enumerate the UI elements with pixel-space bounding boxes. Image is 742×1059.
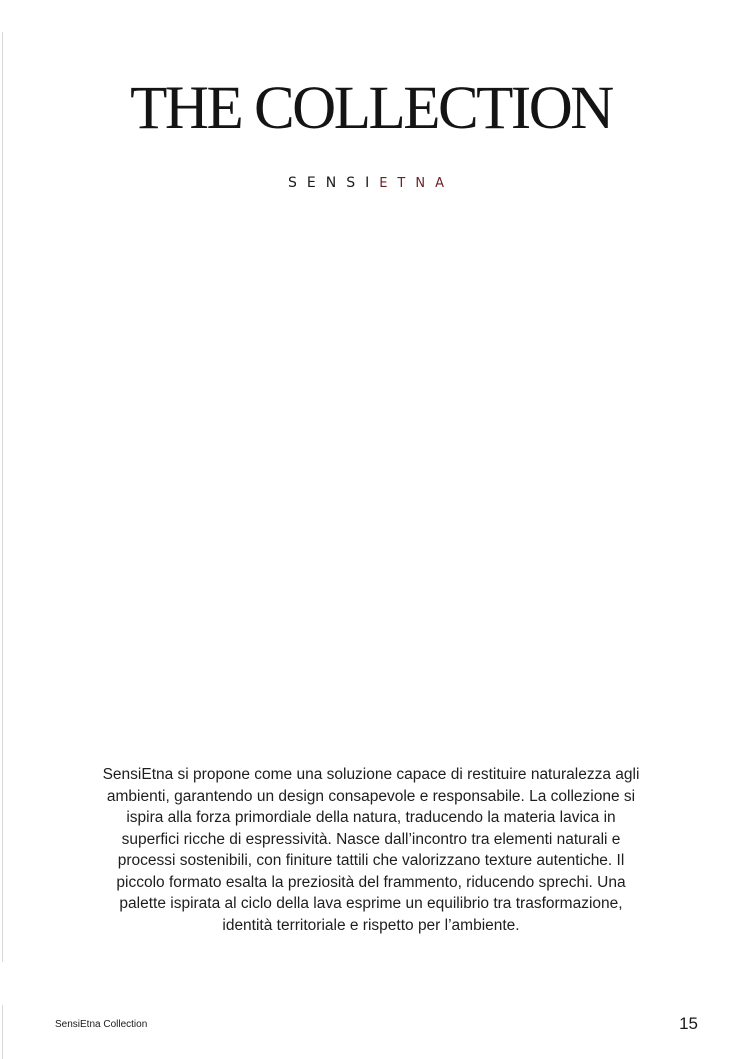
brand-logo-part-sensi: SENSI xyxy=(287,175,380,191)
page-edge-line-bottom xyxy=(2,1005,3,1059)
collection-description: SensiEtna si propone come una soluzione capace di restituire naturalezza agli ambienti, garantendo un design consapevole e responsabile. La collezione si ispira alla forza primordiale della natura, traducendo la materia lavica in superfici ricche di espressività. Nasce dall’incontro tra elementi naturali e processi sostenibili, con finiture tattili che valorizzano texture autentiche. Il piccolo formato esalta la preziosità del frammento, riducendo sprechi. Una palette ispirata al ciclo della lava esprime un equilibrio tra trasformazione, identità territoriale e rispetto per l’ambiente. xyxy=(102,766,640,934)
footer-collection-name: SensiEtna Collection xyxy=(55,1019,148,1030)
page-number: 15 xyxy=(679,1014,698,1033)
page-edge-line xyxy=(2,32,3,962)
brand-logo xyxy=(0,176,742,190)
brand-logo-part-etna: ETNA xyxy=(379,176,454,191)
page-title: THE COLLECTION xyxy=(130,75,612,142)
